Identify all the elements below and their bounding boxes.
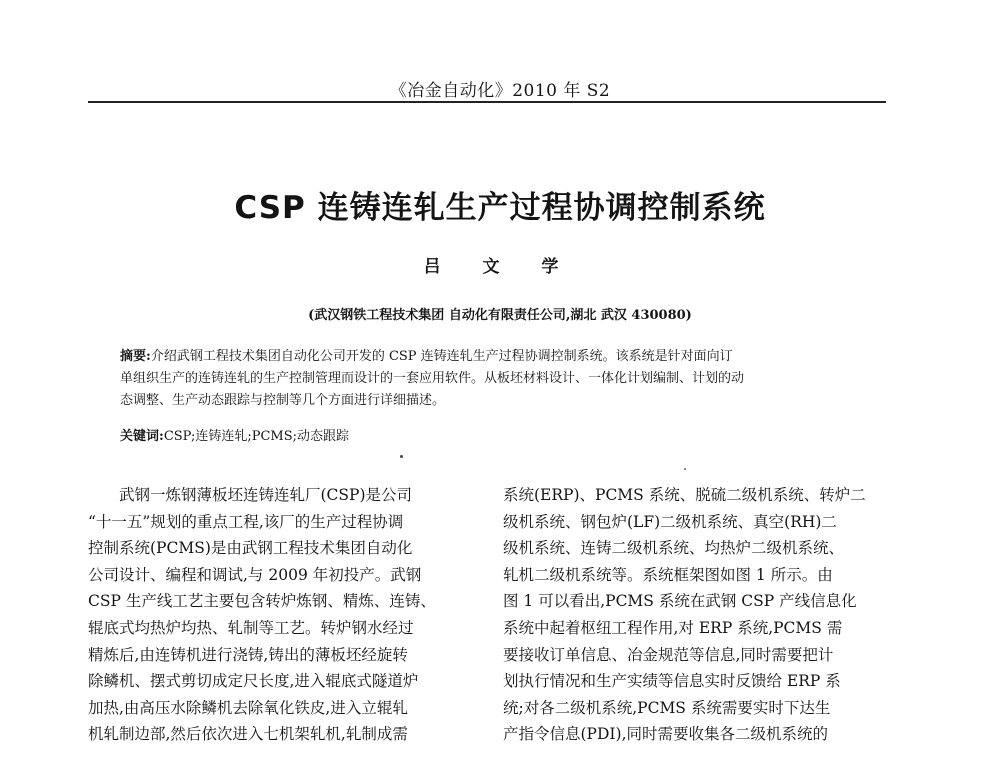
paragraph-line: 划执行情况和生产实绩等信息实时反馈给 ERP 系 bbox=[503, 672, 841, 691]
author-name: 吕 文 学 bbox=[423, 257, 577, 277]
abstract-line-2: 单组织生产的连铸连轧的生产控制管理而设计的一套应用软件。从板坯材料设计、一体化计划编制、计划的动 bbox=[120, 371, 745, 386]
author-affiliation: (武汉钢铁工程技术集团 自动化有限责任公司,湖北 武汉 430080) bbox=[308, 308, 692, 323]
paragraph-line: 除鳞机、摆式剪切成定尺长度,进入辊底式隧道炉 bbox=[88, 672, 419, 691]
paragraph-line: 加热,由高压水除鳞机去除氧化铁皮,进入立辊轧 bbox=[88, 698, 408, 717]
abstract-line-1 bbox=[120, 346, 880, 368]
scan-speck bbox=[400, 455, 403, 458]
paragraph-line: CSP 生产线工艺主要包含转炉炼钢、精炼、连铸、 bbox=[88, 592, 436, 611]
paragraph-line: 统;对各二级机系统,PCMS 系统需要实时下达生 bbox=[503, 698, 831, 717]
paragraph-line: 辊底式均热炉均热、轧制等工艺。转炉钢水经过 bbox=[88, 618, 414, 637]
paragraph-line: 要接收订单信息、冶金规范等信息,同时需要把计 bbox=[503, 645, 834, 664]
paragraph-line: 级机系统、钢包炉(LF)二级机系统、真空(RH)二 bbox=[503, 512, 837, 531]
paragraph-line: 系统(ERP)、PCMS 系统、脱硫二级机系统、转炉二 bbox=[503, 486, 866, 504]
body-column-right bbox=[503, 482, 898, 748]
paragraph-line: 武钢一炼钢薄板坯连铸连轧厂(CSP)是公司 bbox=[119, 486, 413, 504]
paragraph-line: 图 1 可以看出,PCMS 系统在武钢 CSP 产线信息化 bbox=[503, 592, 857, 611]
header-rule bbox=[88, 101, 886, 103]
keywords-label: 关键词: bbox=[120, 429, 164, 444]
scan-speck bbox=[684, 468, 686, 470]
paragraph-line: 精炼后,由连铸机进行浇铸,铸出的薄板坯经旋转 bbox=[88, 645, 408, 664]
paragraph-line: 机轧制边部,然后依次进入七机架轧机,轧制成需 bbox=[88, 725, 408, 744]
paragraph-line: “十一五”规划的重点工程,该厂的生产过程协调 bbox=[88, 512, 404, 531]
paragraph-line: 级机系统、连铸二级机系统、均热炉二级机系统、 bbox=[503, 539, 845, 558]
paragraph-line: 系统中起着枢纽工程作用,对 ERP 系统,PCMS 需 bbox=[503, 618, 843, 637]
article-title: CSP 连铸连轧生产过程协调控制系统 bbox=[234, 190, 766, 226]
paragraph-line: 产指令信息(PDI),同时需要收集各二级机系统的 bbox=[503, 725, 829, 744]
paragraph-line: 公司设计、编程和调试,与 2009 年初投产。武钢 bbox=[88, 565, 422, 584]
paragraph-line: 控制系统(PCMS)是由武钢工程技术集团自动化 bbox=[88, 539, 413, 558]
keywords-text: CSP;连铸连轧;PCMS;动态跟踪 bbox=[163, 429, 349, 444]
abstract-block bbox=[120, 346, 880, 412]
journal-header: 《冶金自动化》2010 年 S2 bbox=[389, 81, 611, 101]
keywords-block bbox=[120, 426, 880, 448]
abstract-line-3: 态调整、生产动态跟踪与控制等几个方面进行详细描述。 bbox=[120, 393, 446, 408]
abstract-text-1: 介绍武钢工程技术集团自动化公司开发的 CSP 连铸连轧生产过程协调控制系统。该系统是针对面向订 bbox=[150, 349, 733, 364]
paragraph-line: 轧机二级机系统等。系统框架图如图 1 所示。由 bbox=[503, 565, 833, 584]
body-column-left bbox=[88, 482, 478, 748]
abstract-label: 摘要: bbox=[120, 349, 151, 364]
